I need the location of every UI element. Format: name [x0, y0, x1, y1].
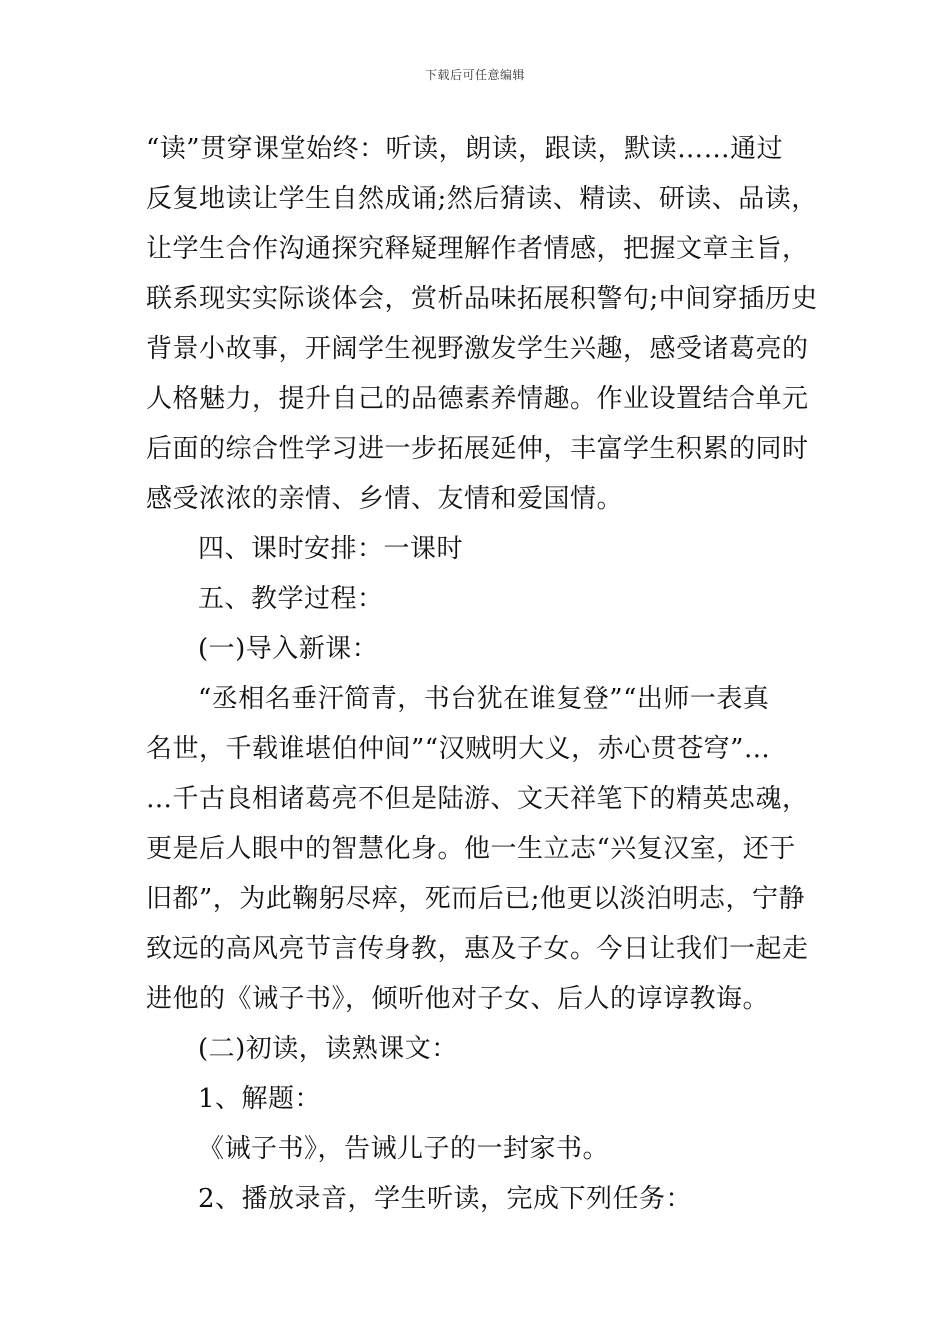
body-line: 感受浓浓的亲情、乡情、友情和爱国情。 — [146, 484, 624, 514]
body-line: 联系现实实际谈体会，赏析品味拓展积警句;中间穿插历史 — [146, 284, 818, 314]
page-header: 下载后可任意编辑 — [424, 68, 525, 82]
body-line: 名世，千载谁堪伯仲间”“汉贼明大义，赤心贯苍穹”… — [146, 734, 771, 764]
body-line: 反复地读让学生自然成诵;然后猜读、精读、研读、品读， — [146, 184, 818, 214]
list-item: 2、播放录音，学生听读，完成下列任务： — [198, 1184, 693, 1214]
subsection-heading: (二)初读，读熟课文： — [198, 1034, 458, 1064]
section-heading: 五、教学过程： — [198, 584, 384, 614]
body-line: “丞相名垂汗简青，书台犹在谁复登”“出师一表真 — [198, 684, 770, 714]
body-line: 进他的《诫子书》，倾听他对子女、后人的谆谆教诲。 — [146, 984, 770, 1014]
list-item: 1、解题： — [198, 1084, 322, 1114]
subsection-heading: (一)导入新课： — [198, 634, 379, 664]
body-line: “读”贯穿课堂始终：听读，朗读，跟读，默读……通过 — [146, 134, 784, 164]
body-line: 致远的高风亮节言传身教，惠及子女。今日让我们一起走 — [146, 934, 809, 964]
body-line: 让学生合作沟通探究释疑理解作者情感，把握文章主旨， — [146, 234, 809, 264]
body-line: 《诫子书》，告诫儿子的一封家书。 — [198, 1134, 610, 1164]
body-line: 后面的综合性学习进一步拓展延伸，丰富学生积累的同时 — [146, 434, 809, 464]
section-heading: 四、课时安排：一课时 — [198, 534, 464, 564]
body-line: 人格魅力，提升自己的品德素养情趣。作业设置结合单元 — [146, 384, 809, 414]
body-line: 更是后人眼中的智慧化身。他一生立志“兴复汉室，还于 — [146, 834, 796, 864]
body-line: …千古良相诸葛亮不但是陆游、文天祥笔下的精英忠魂， — [146, 784, 809, 814]
body-line: 背景小故事，开阔学生视野激发学生兴趣，感受诸葛亮的 — [146, 334, 809, 364]
body-line: 旧都”，为此鞠躬尽瘁，死而后已;他更以淡泊明志，宁静 — [146, 884, 806, 914]
